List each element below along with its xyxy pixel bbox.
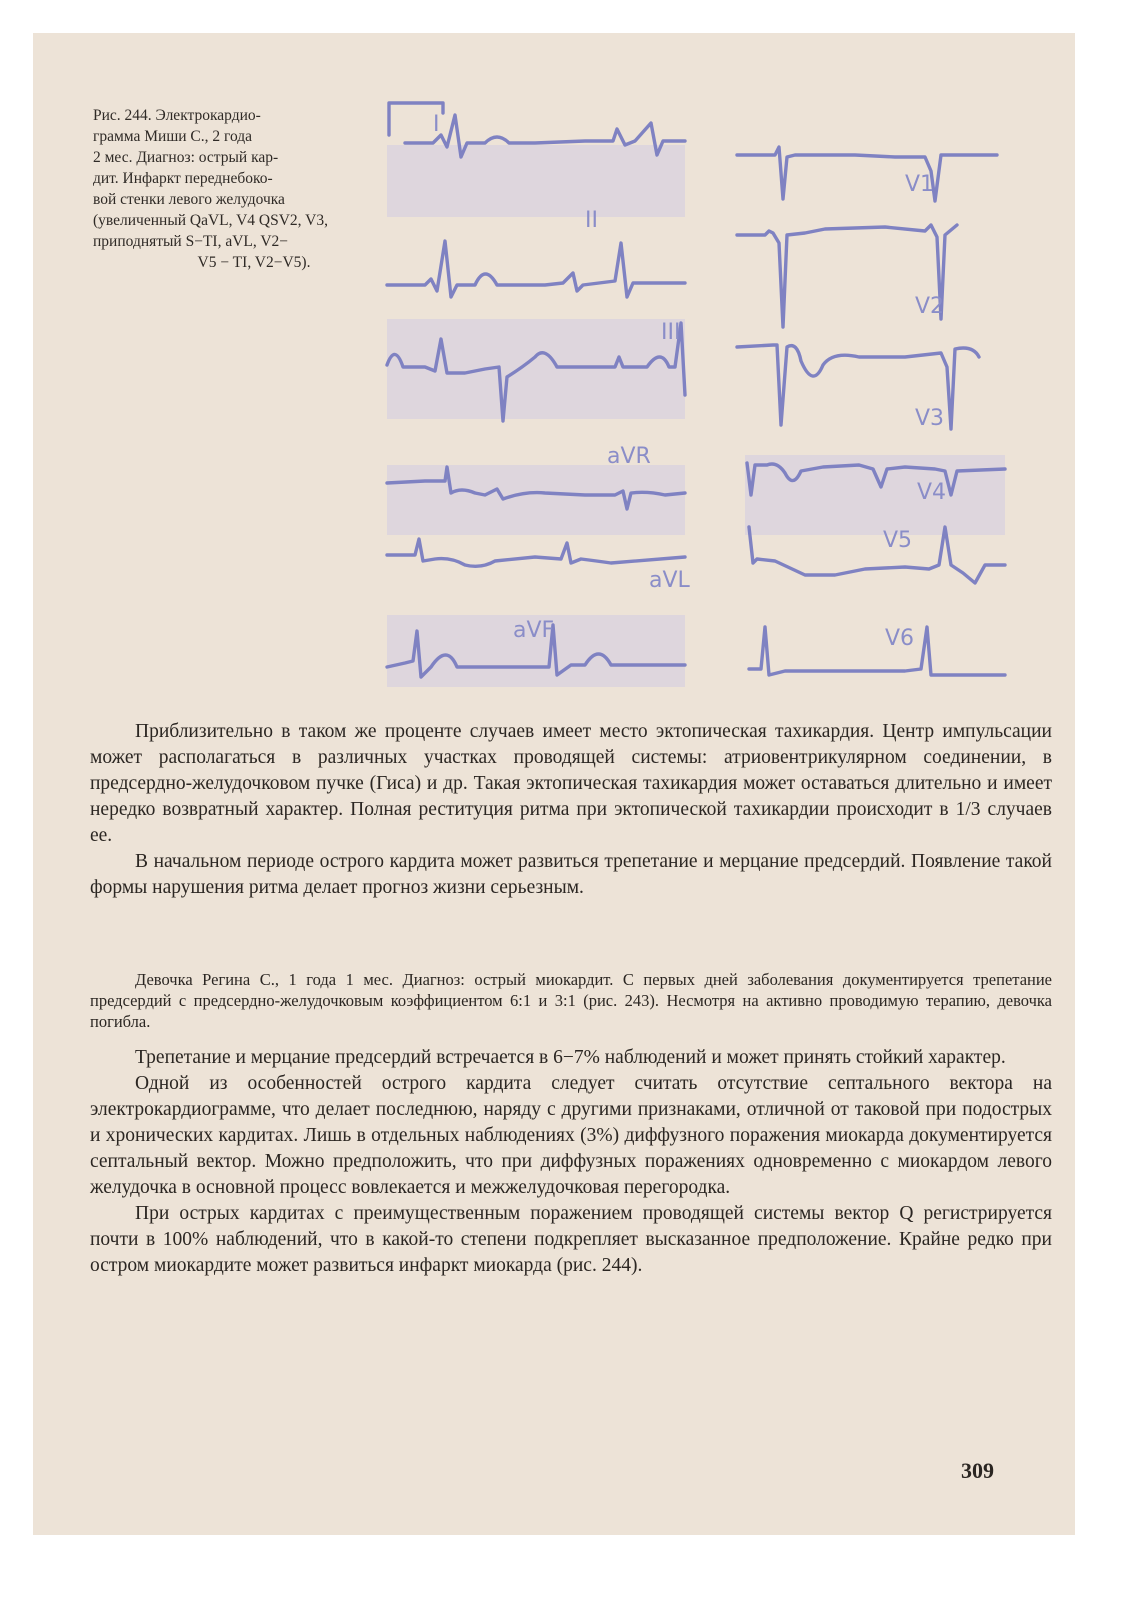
caption-line: грамма Миши С., 2 года [93, 128, 253, 145]
caption-line: Рис. 244. Электрокардио- [93, 107, 261, 124]
case-note [90, 969, 1052, 1032]
book-page [33, 33, 1075, 1535]
ecg-grid-bg [387, 465, 685, 535]
paragraph: Одной из особенностей острого кардита следует считать отсутствие септального вектора на электрокардиограмме, что делает последнюю, наряду с другими признаками, отличной от таковой при подострых и хронических кардитах. Лишь в отдельных наблюдениях (3%) диффузного поражения миокарда документируется септальный вектор. Можно предположить, что при диффузных поражениях одновременно с миокардом левого желудочка в основной процесс вовлекается и межжелудочковая перегородка. [90, 1073, 1052, 1198]
ecg-trace-lead-ii [387, 241, 685, 297]
lead-label-v3: V3 [915, 406, 945, 431]
lead-label-v1: V1 [905, 172, 935, 197]
ecg-trace-lead-v1 [737, 147, 997, 201]
caption-line: приподнятый S−TI, aVL, V2− [93, 233, 289, 250]
lead-label-iii: III [661, 320, 681, 345]
lead-label-v6: V6 [885, 626, 915, 651]
body-text-section-2 [90, 1045, 1052, 1279]
ecg-grid-bg [745, 455, 1005, 535]
lead-label-v5: V5 [883, 528, 913, 553]
case-note-text: Девочка Регина С., 1 года 1 мес. Диагноз: острый миокардит. С первых дней заболевания документируется трепетание предсердий с предсердно-желудочковым коэффициентом 6:1 и 3:1 (рис. 243). Несмотря на активно проводимую терапию, девочка погибла. [90, 970, 1052, 1031]
lead-label-avf: aVF [513, 618, 555, 643]
lead-label-v4: V4 [917, 480, 947, 505]
paragraph: В начальном периоде острого кардита может развиться трепетание и мерцание предсердий. Появление такой формы нарушения ритма делает прогноз жизни серьезным. [90, 851, 1052, 898]
ecg-trace-lead-v5 [749, 527, 1005, 583]
ecg-grid-bg [387, 145, 685, 217]
caption-line: 2 мес. Диагноз: острый кар- [93, 149, 279, 166]
body-text-section-1 [90, 719, 1052, 901]
paragraph: При острых кардитах с преимущественным поражением проводящей системы вектор Q регистрируется почти в 100% наблюдений, что в какой-то степени подкрепляет высказанное предположение. Крайне редко при остром миокардите может развиться инфаркт миокарда (рис. 244). [90, 1203, 1052, 1276]
lead-label-i: I [433, 112, 440, 137]
ecg-figure [385, 95, 1007, 691]
paragraph: Приблизительно в таком же проценте случаев имеет место эктопическая тахикардия. Центр импульсации может располагаться в различных участках проводящей системы: атриовентрикулярном соединении, в предсердно-желудочковом пучке (Гиса) и др. Такая эктопическая тахикардия может оставаться длительно и имеет нередко возвратный характер. Полная реституция ритма при эктопической тахикардии происходит в 1/3 случаев ее. [90, 721, 1052, 846]
lead-label-avl: aVL [649, 568, 690, 593]
lead-label-ii: II [585, 208, 598, 233]
paragraph: Трепетание и мерцание предсердий встречается в 6−7% наблюдений и может принять стойкий характер. [135, 1047, 1006, 1068]
caption-line: (увеличенный QaVL, V4 QSV2, V3, [93, 212, 328, 229]
lead-label-v2: V2 [915, 294, 945, 319]
lead-label-avr: aVR [607, 444, 651, 469]
ecg-strips [385, 95, 1007, 691]
caption-line: вой стенки левого желудочка [93, 191, 285, 208]
ecg-trace-lead-avl [387, 539, 685, 566]
ecg-trace-lead-v6 [749, 627, 1005, 675]
figure-caption [93, 105, 395, 273]
page-number: 309 [961, 1458, 994, 1483]
caption-line: дит. Инфаркт переднебоко- [93, 170, 273, 187]
caption-line: V5 − TI, V2−V5). [197, 254, 311, 271]
